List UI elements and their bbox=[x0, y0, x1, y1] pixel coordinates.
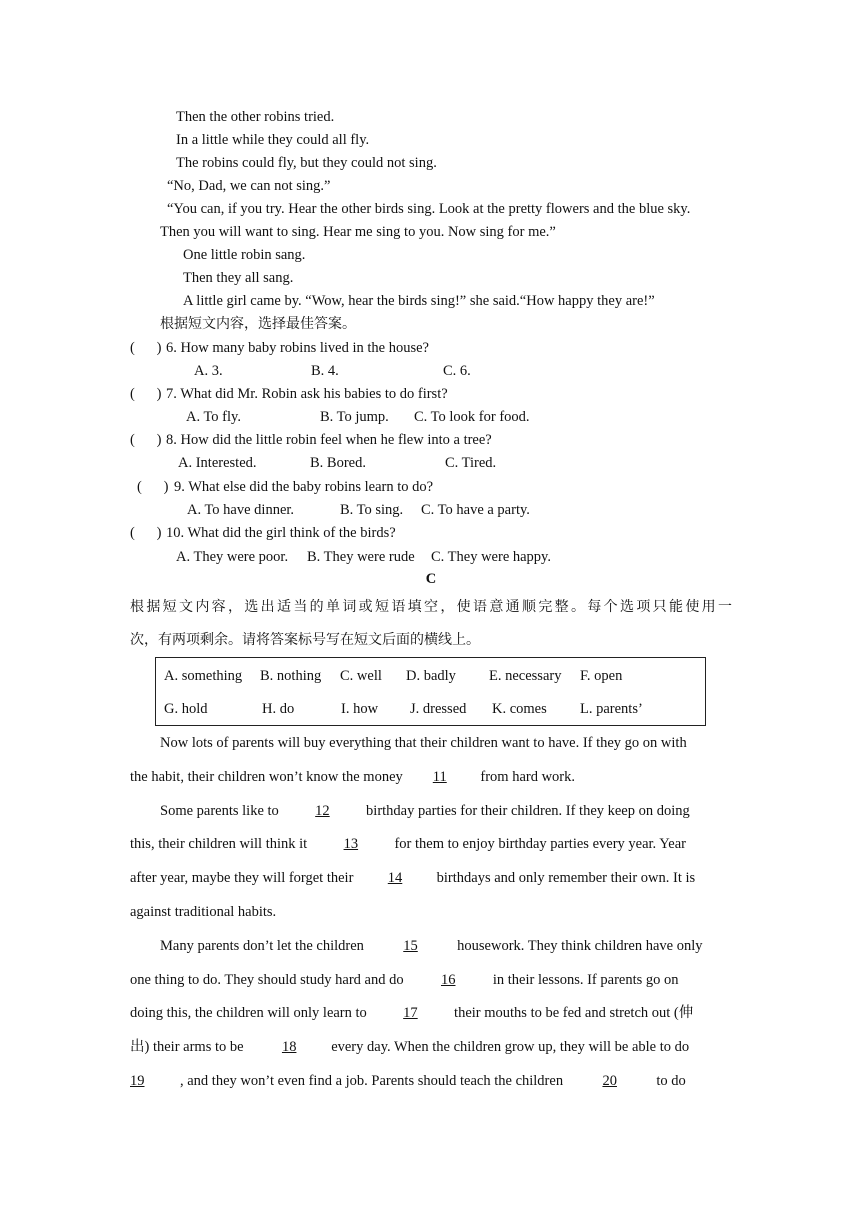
option: C. To have a party. bbox=[421, 502, 530, 518]
passage-text: to do bbox=[656, 1073, 686, 1089]
passage-line bbox=[130, 1004, 693, 1022]
passage-text: Many parents don’t let the children bbox=[160, 938, 364, 954]
blank-16[interactable]: 16 bbox=[440, 972, 456, 988]
poem-line: A little girl came by. “Wow, hear the birds sing!” she said.“How happy they are!” bbox=[183, 293, 655, 309]
option: B. To sing. bbox=[340, 502, 404, 518]
instruction-b: 根据短文内容，选择最佳答案。 bbox=[160, 316, 356, 332]
passage-text: this, their children will think it bbox=[130, 836, 308, 852]
poem-line: “No, Dad, we can not sing.” bbox=[167, 178, 331, 194]
option: C. To look for food. bbox=[414, 409, 530, 425]
word-option: J. dressed bbox=[410, 701, 467, 717]
question-text: 9. What else did the baby robins learn to do? bbox=[174, 479, 434, 495]
word-option: D. badly bbox=[406, 668, 456, 684]
word-option: C. well bbox=[340, 668, 382, 684]
passage-text: every day. When the children grow up, they will be able to do bbox=[331, 1039, 690, 1055]
poem-line: Then you will want to sing. Hear me sing to you. Now sing for me.” bbox=[160, 224, 556, 240]
word-option: F. open bbox=[580, 668, 623, 684]
passage-text: , and they won’t even find a job. Parents should teach the children bbox=[180, 1073, 564, 1089]
passage-text: in their lessons. If parents go on bbox=[492, 972, 679, 988]
answer-bracket[interactable]: ( ) bbox=[130, 340, 162, 356]
poem-line: “You can, if you try. Hear the other birds sing. Look at the pretty flowers and the blue sky. bbox=[167, 201, 691, 217]
passage-text: after year, maybe they will forget their bbox=[130, 870, 354, 886]
blank-19[interactable]: 19 bbox=[130, 1073, 145, 1089]
blank-18[interactable]: 18 bbox=[281, 1039, 297, 1055]
question-text: 6. How many baby robins lived in the house? bbox=[166, 340, 429, 356]
poem-line: Then they all sang. bbox=[183, 270, 294, 286]
passage-text: birthdays and only remember their own. It is bbox=[436, 870, 696, 886]
option: B. They were rude bbox=[307, 549, 415, 565]
word-option: A. something bbox=[164, 668, 243, 684]
blank-14[interactable]: 14 bbox=[387, 870, 403, 886]
passage-text: birthday parties for their children. If they keep on doing bbox=[366, 803, 690, 819]
word-option: G. hold bbox=[164, 701, 208, 717]
passage-line bbox=[130, 768, 575, 786]
option: A. 3. bbox=[194, 363, 223, 379]
passage-text: their mouths to be fed and stretch out (伸 bbox=[454, 1005, 694, 1021]
passage-line bbox=[130, 835, 686, 853]
blank-15[interactable]: 15 bbox=[403, 938, 418, 954]
word-option: H. do bbox=[262, 701, 295, 717]
passage-text: one thing to do. They should study hard and do bbox=[130, 972, 404, 988]
poem-line: One little robin sang. bbox=[183, 247, 306, 263]
passage-line: against traditional habits. bbox=[130, 904, 277, 920]
instruction-c-line2: 次，有两项剩余。请将答案标号写在短文后面的横线上。 bbox=[130, 632, 480, 648]
blank-17[interactable]: 17 bbox=[403, 1005, 418, 1021]
passage-line bbox=[130, 971, 679, 989]
option: B. To jump. bbox=[320, 409, 389, 425]
blank-20[interactable]: 20 bbox=[602, 1073, 617, 1089]
poem-line: The robins could fly, but they could not sing. bbox=[176, 155, 437, 171]
blank-13[interactable]: 13 bbox=[343, 836, 359, 852]
answer-bracket[interactable]: ( ) bbox=[130, 432, 162, 448]
answer-bracket[interactable]: ( ) bbox=[137, 479, 169, 495]
option: A. To fly. bbox=[186, 409, 241, 425]
answer-bracket[interactable]: ( ) bbox=[130, 386, 162, 402]
passage-text: the habit, their children won’t know the money bbox=[130, 769, 403, 785]
option: A. They were poor. bbox=[176, 549, 289, 565]
option: C. They were happy. bbox=[431, 549, 551, 565]
word-option: L. parents’ bbox=[580, 701, 643, 717]
word-option: E. necessary bbox=[489, 668, 562, 684]
option: A. To have dinner. bbox=[187, 502, 295, 518]
passage-line bbox=[130, 1038, 689, 1056]
word-option: K. comes bbox=[492, 701, 547, 717]
passage-text: 出) their arms to be bbox=[130, 1039, 244, 1055]
answer-bracket[interactable]: ( ) bbox=[130, 525, 162, 541]
passage-text: from hard work. bbox=[480, 769, 576, 785]
passage-text: doing this, the children will only learn to bbox=[130, 1005, 367, 1021]
passage-line bbox=[130, 869, 695, 887]
word-option: B. nothing bbox=[260, 668, 322, 684]
option: A. Interested. bbox=[178, 455, 257, 471]
passage-line: Now lots of parents will buy everything that their children want to have. If they go on with bbox=[160, 735, 687, 751]
word-option: I. how bbox=[341, 701, 379, 717]
passage-line bbox=[160, 937, 703, 955]
question-text: 10. What did the girl think of the birds? bbox=[166, 525, 396, 541]
option: B. Bored. bbox=[310, 455, 366, 471]
passage-line bbox=[130, 1072, 686, 1090]
passage-line bbox=[160, 802, 690, 820]
question-text: 7. What did Mr. Robin ask his babies to do first? bbox=[166, 386, 448, 402]
option: B. 4. bbox=[311, 363, 339, 379]
blank-12[interactable]: 12 bbox=[315, 803, 330, 819]
section-heading: C bbox=[425, 571, 437, 587]
option: C. Tired. bbox=[445, 455, 497, 471]
word-options-box bbox=[155, 657, 706, 726]
passage-text: Some parents like to bbox=[160, 803, 279, 819]
option: C. 6. bbox=[443, 363, 471, 379]
question-text: 8. How did the little robin feel when he flew into a tree? bbox=[166, 432, 492, 448]
passage-text: for them to enjoy birthday parties every year. Year bbox=[394, 836, 686, 852]
poem-line: Then the other robins tried. bbox=[176, 109, 335, 125]
passage-text: housework. They think children have only bbox=[457, 938, 703, 954]
instruction-c-line1: 根据短文内容，选出适当的单词或短语填空，使语意通顺完整。每个选项只能使用一 bbox=[130, 599, 732, 615]
poem-line: In a little while they could all fly. bbox=[176, 132, 370, 148]
blank-11[interactable]: 11 bbox=[432, 769, 447, 785]
